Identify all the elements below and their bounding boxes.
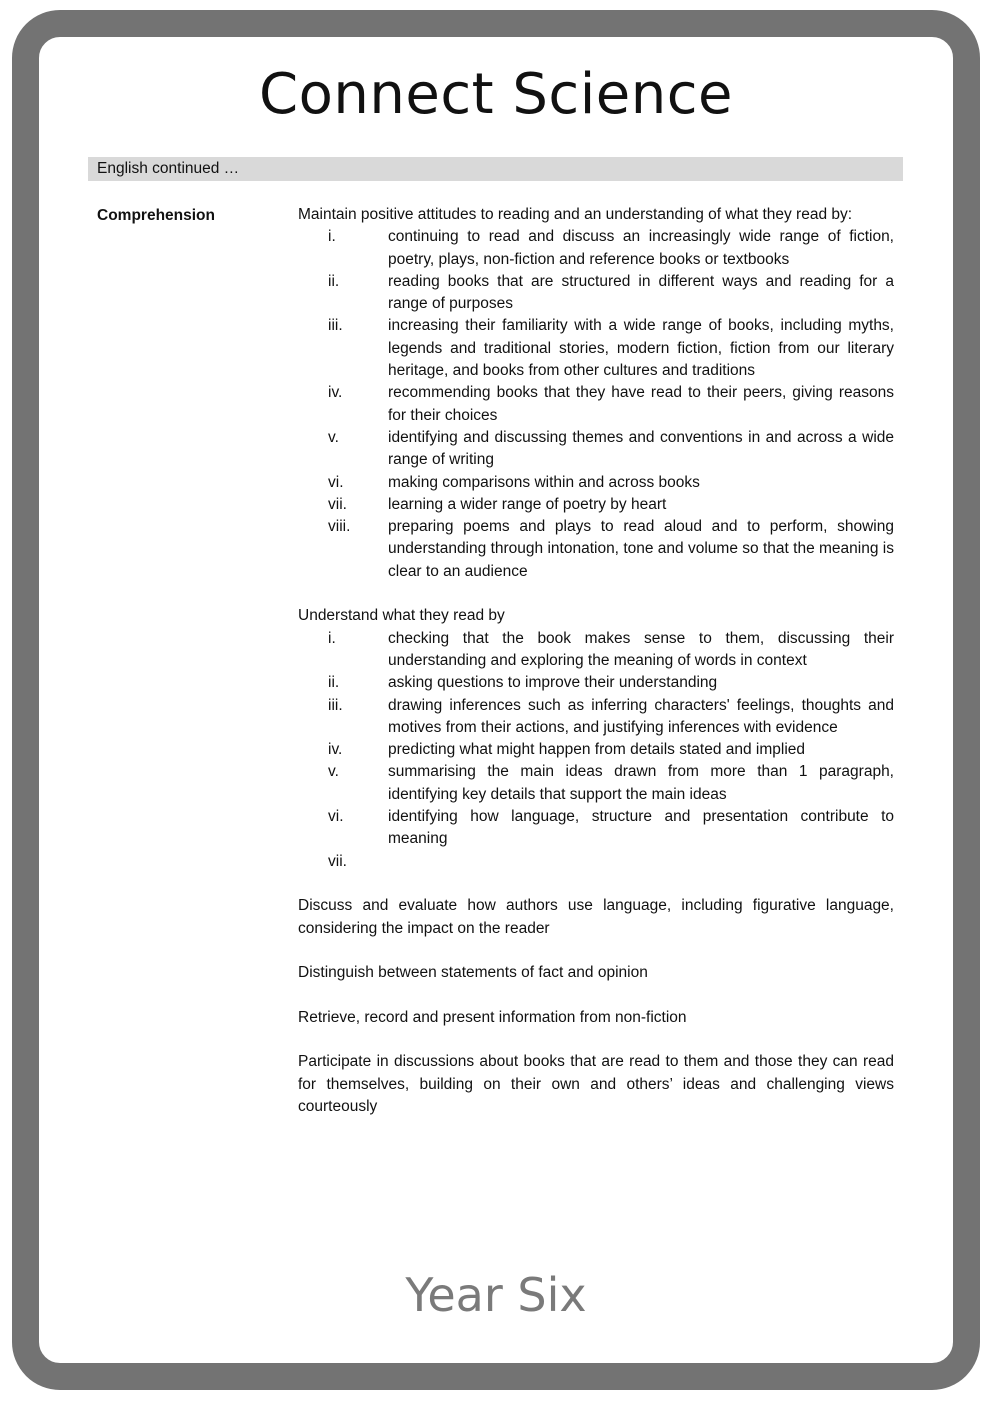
list-item-number: iii. <box>328 696 343 714</box>
list-item <box>298 739 894 761</box>
paragraph: Participate in discussions about books that are read to them and those they can read for themselves, building on their own and others’ ideas and challenging views courteously <box>298 1053 894 1115</box>
spacer <box>298 873 894 895</box>
list-item-text: making comparisons within and across books <box>388 473 700 491</box>
list-item-text: identifying how language, structure and presentation contribute to meaning <box>388 808 894 848</box>
block1-intro: Maintain positive attitudes to reading and an understanding of what they read by: <box>298 206 853 223</box>
paragraph: Discuss and evaluate how authors use language, including figurative language, considering the impact on the reader <box>298 897 894 937</box>
list-item-number: i. <box>328 629 336 647</box>
list-item-number: v. <box>328 763 339 781</box>
paragraph: Retrieve, record and present information from non-fiction <box>298 1008 687 1026</box>
list-item-number: v. <box>328 428 339 446</box>
list-item <box>298 494 894 516</box>
block2-intro: Understand what they read by <box>298 607 505 625</box>
list-item <box>298 628 894 673</box>
list-item-text: checking that the book makes sense to them, discussing their understanding and exploring the meaning of words in context <box>388 629 894 669</box>
list-item-text: learning a wider range of poetry by heart <box>388 495 667 513</box>
list-item <box>298 516 894 583</box>
list-item-text: recommending books that they have read to their peers, giving reasons for their choices <box>388 384 894 424</box>
list-item-number: iv. <box>328 384 343 402</box>
list-item-text: preparing poems and plays to read aloud and to perform, showing understanding through intonation, tone and volume so that the meaning is clear to an audience <box>388 518 894 580</box>
list-item <box>298 695 894 740</box>
list-item <box>298 672 894 694</box>
block2-list <box>298 628 894 873</box>
spacer <box>298 984 894 1006</box>
list-item <box>298 226 894 271</box>
list-item-text: identifying and discussing themes and conventions in and across a wide range of writing <box>388 428 894 469</box>
list-item-text: asking questions to improve their understanding <box>388 674 718 692</box>
block1-list <box>298 226 894 583</box>
page-title: Connect Science <box>259 62 733 127</box>
list-item-number: ii. <box>328 272 340 290</box>
list-item-text: drawing inferences such as inferring characters' feelings, thoughts and motives from their actions, and justifying inferences with evidence <box>388 696 894 736</box>
list-item <box>298 315 894 382</box>
list-item <box>298 851 894 873</box>
paragraph: Distinguish between statements of fact and opinion <box>298 964 648 982</box>
list-item-text: predicting what might happen from details stated and implied <box>388 741 806 759</box>
list-item-number: i. <box>328 228 336 246</box>
content-column <box>298 204 894 1118</box>
list-item-text: reading books that are structured in different ways and reading for a range of purposes <box>388 272 894 313</box>
list-item-number: vii. <box>328 495 347 513</box>
list-item-number: ii. <box>328 674 340 692</box>
list-item <box>298 761 894 806</box>
list-item-text: summarising the main ideas drawn from more than 1 paragraph, identifying key details that support the main ideas <box>388 763 894 803</box>
list-item-number: viii. <box>328 518 351 536</box>
list-item-text: increasing their familiarity with a wide range of books, including myths, legends and traditional stories, modern fiction, fiction from our literary heritage, and books from other cultures and traditions <box>388 317 894 380</box>
list-item-number: iii. <box>328 317 343 335</box>
list-item <box>298 806 894 851</box>
spacer <box>298 1029 894 1051</box>
list-item <box>298 472 894 494</box>
spacer <box>298 583 894 605</box>
list-item <box>298 382 894 427</box>
footer-year: Year Six <box>405 1268 587 1322</box>
list-item-number: vi. <box>328 808 344 826</box>
list-item-number: vii. <box>328 852 347 870</box>
list-item-number: vi. <box>328 473 344 491</box>
section-label: Comprehension <box>97 207 215 224</box>
list-item <box>298 271 894 316</box>
list-item-number: iv. <box>328 741 343 759</box>
section-header: English continued … <box>88 157 903 181</box>
list-item <box>298 427 894 472</box>
list-item-text <box>388 851 894 873</box>
spacer <box>298 940 894 962</box>
list-item-text: continuing to read and discuss an increasingly wide range of fiction, poetry, plays, non-fiction and reference books or textbooks <box>388 228 894 268</box>
